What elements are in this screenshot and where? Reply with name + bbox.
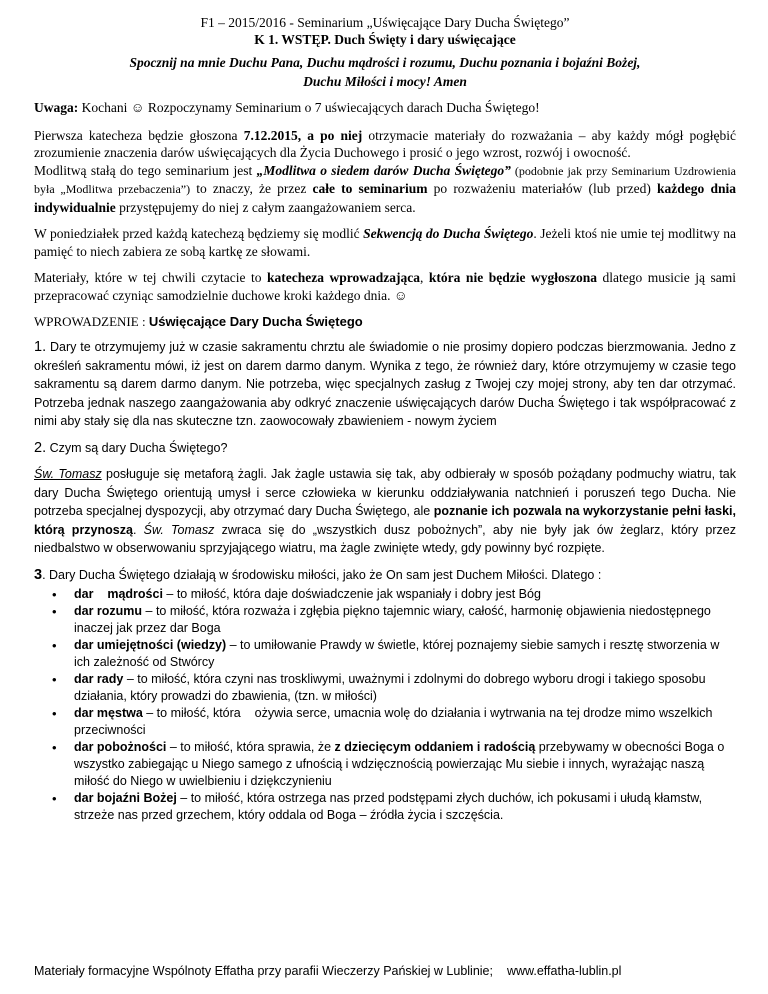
date: 7.12.2015 xyxy=(243,127,298,143)
section-2-number: 2. xyxy=(34,439,47,456)
section-1-number: 1. xyxy=(34,339,47,355)
paragraph-sequence: W poniedziałek przed każdą katechezą będziemy się modlić Sekwencją do Ducha Świętego. Jeżeli ktoś nie umie tej modlitwy na pamięć to niech zabiera ze sobą kartkę ze słowami. xyxy=(34,226,736,259)
paragraph-schedule: Pierwsza katecheza będzie głoszona 7.12.2015, a po niej otrzymacie materiały do rozważania – aby każdy mógł pogłębić zrozumienie znaczenia darów uświęcających dla Życia Duchowego i prosić o jego wzrost, rozwój i owocność. Modlitwą stałą do tego seminarium jest „Modlitwa o siedem darów Ducha Świętego” (podobnie jak przy Seminarium Uzdrowienia była „Modlitwa przebaczenia”) to znaczy, że przez całe to seminarium po rozważeniu materiałów (lub przed) każdego dnia indywidualnie przystępujemy do niej z całym zaangażowaniem serca. xyxy=(34,127,737,215)
list-item: • dar umiejętności (wiedzy) – to umiłowanie Prawdy w świetle, której poznajemy siebie samych i resztę stworzenia w ich zależność od Stwórcy xyxy=(74,637,736,671)
gifts-list xyxy=(34,586,736,824)
footer-url[interactable]: www.effatha-lublin.pl xyxy=(506,964,622,978)
notice-label: Uwaga: xyxy=(34,100,79,115)
list-item: • dar męstwa – to miłość, która ożywia serce, umacnia wolę do działania i wytrwania na tej drodze mimo wszelkich przeciwności xyxy=(74,705,736,739)
prayer-title: „Modlitwa o siedem darów Ducha Świętego” xyxy=(256,162,511,178)
section-3-number: 3 xyxy=(34,566,43,583)
section-2-body: Św. Tomasz posługuje się metaforą żagli. Jak żagle ustawia się tak, aby odbierały w sposób pożądany podmuchy wiatru, tak dary Ducha Świętego orientują umysł i serce człowieka w kierunku oddziaływania natchnień i poruszeń tego Ducha. Nie potrzeba specjalnej dyspozycji, aby otrzymać dary Ducha Świętego, ale poznanie ich pozwala na wykorzystanie pełni łaski, którą przynoszą. Św. Tomasz zwraca się do „wszystkich dusz pobożnych”, aby nie były jak ów żeglarz, który przez niedbalstwo w obserwowaniu sprzyjającego wiatru, ma żagle zwinięte wtedy, gdy powinny być rozpięte. xyxy=(34,467,736,555)
author-name: Św. Tomasz xyxy=(34,467,102,481)
list-item: • dar rozumu – to miłość, która rozważa i zgłębia piękno tajemnic wiary, całość, harmonię objawienia niedostępnego inaczej jak przez dar Boga xyxy=(74,603,736,637)
document-subtitle: K 1. WSTĘP. Duch Święty i dary uświęcające xyxy=(254,32,516,47)
list-item: • dar pobożności – to miłość, która sprawia, że z dziecięcym oddaniem i radością przebywamy w obecności Boga o wszystko zabiegając u Niego samego z ufnością i wdzięcznością powierzając Mu siebie i innych, wyrażając naszą miłość do Niego w uwielbieniu i dziękczynieniu xyxy=(74,739,736,790)
footer-text: Materiały formacyjne Wspólnoty Effatha przy parafii Wieczerzy Pańskiej w Lublinie; xyxy=(34,964,493,978)
notice-paragraph: Uwaga: Kochani ☺ Rozpoczynamy Seminarium o 7 uświecających darach Ducha Świętego! xyxy=(34,100,540,115)
section-1: 1. Dary te otrzymujemy już w czasie sakramentu chrztu ale świadomie o nie prosimy dopiero podczas bierzmowania. Jedno z określeń sakramentu mówi, iż jest on darem darmo danym. Wynika z tego, że również dary, które otrzymujemy w czasie tego sakramentu są darem darmo danym. Nie potrzeba, więc specjalnych zasług z Twojej czy mojej strony, aby ten dar otrzymać. Potrzeba jednak naszego zaangażowania aby odkryć znaczenie uświęcających darów Ducha Świętego i tak współpracować z nimi aby stały się dla nas skuteczne tzn. zaowocowały zbawieniem - nowym życiem xyxy=(34,339,736,428)
list-item: • dar bojaźni Bożej – to miłość, która ostrzega nas przed podstępami złych duchów, ich pokusami i ułudą kłamstw, strzeże nas przed grzechem, który oddala od Boga – źródła życia i szczęścia. xyxy=(74,790,736,824)
paragraph-materials: Materiały, które w tej chwili czytacie to katecheza wprowadzająca, która nie będzie wygłoszona dlatego musicie ją sami przepracować czyniąc samodzielnie duchowe kroki każdego dnia. ☺ xyxy=(34,270,736,303)
page-footer xyxy=(34,963,736,979)
section-3-intro: 3. Dary Ducha Świętego działają w środowisku miłości, jako że On sam jest Duchem Miłości. Dlatego : xyxy=(34,566,602,583)
prayer-line-2: Duchu Miłości i mocy! Amen xyxy=(303,74,467,89)
opening-prayer xyxy=(34,53,736,91)
section-2-heading: 2. Czym są dary Ducha Świętego? xyxy=(34,439,228,456)
document-page xyxy=(34,14,736,824)
sequence-title: Sekwencją do Ducha Świętego xyxy=(363,226,534,241)
intro-heading: WPROWADZENIE : Uświęcające Dary Ducha Świętego xyxy=(34,314,363,329)
list-item: • dar mądrości – to miłość, która daje doświadczenie jak wspaniały i dobry jest Bóg xyxy=(74,586,736,603)
intro-title: Uświęcające Dary Ducha Świętego xyxy=(148,314,363,329)
list-item: • dar rady – to miłość, która czyni nas troskliwymi, uważnymi i zdolnymi do dobrego wyboru drogi i takiego sposobu działania, który prowadzi do zbawienia, (tzn. w miłości) xyxy=(74,671,736,705)
prayer-line-1: Spocznij na mnie Duchu Pana, Duchu mądrości i rozumu, Duchu poznania i bojaźni Bożej, xyxy=(129,55,641,70)
document-title: F1 – 2015/2016 - Seminarium „Uświęcające Dary Ducha Świętego” xyxy=(200,15,570,30)
